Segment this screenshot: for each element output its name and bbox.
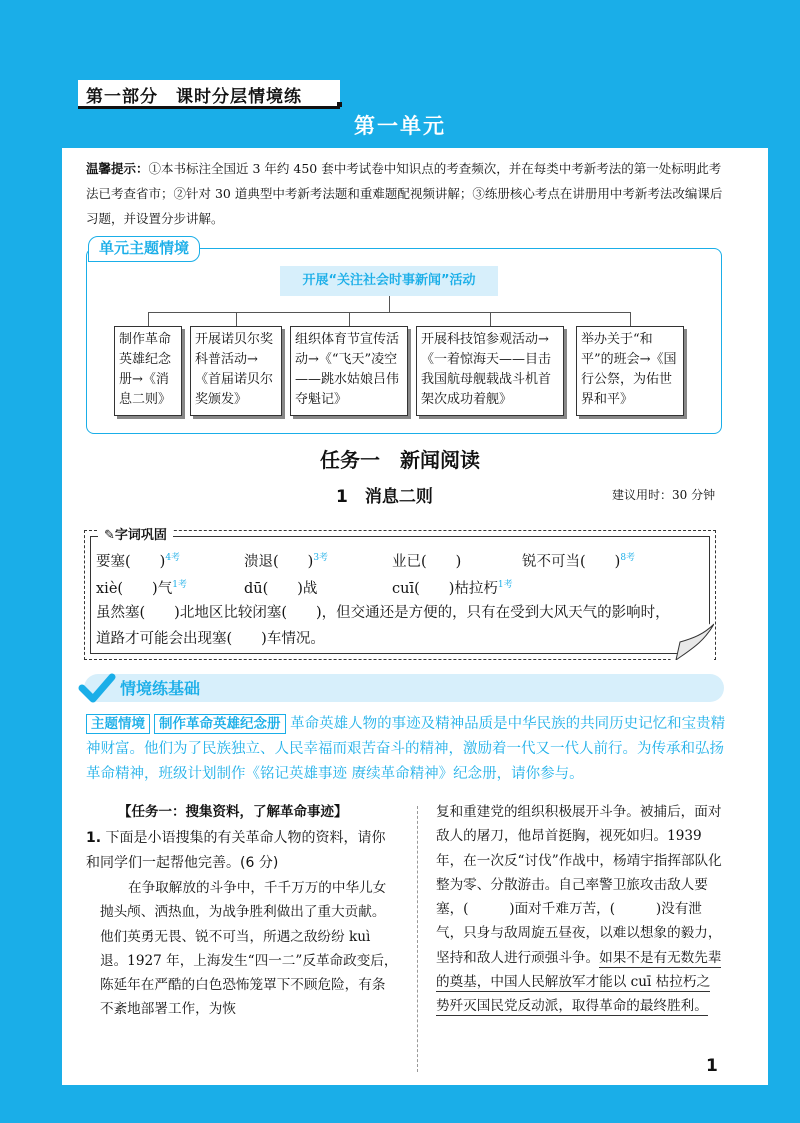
checkmark-icon	[78, 669, 116, 707]
left-blue-band	[0, 0, 62, 1123]
passage-left: 在争取解放的斗争中，千千万万的中华儿女抛头颅、洒热血，为战争胜利做出了重大贡献。他们英勇无畏、锐不可当，所遇之敌纷纷 kuì 退。1927 年，上海发生“四一二”反革命政变后，陈延年在严酷的白色恐怖笼罩下不顾危险，有条不紊地部署工作，为恢	[100, 880, 398, 1018]
activity-card: 开展科技馆参观活动→《一着惊海天——目击我国航母舰载战斗机首架次成功着舰》	[416, 326, 564, 416]
intro-tag: 主题情境	[86, 714, 150, 734]
vocab-item: 溃退( )$^{3考}$	[244, 553, 329, 570]
header-dot	[337, 102, 342, 107]
task-title: 任务一 新闻阅读	[320, 448, 480, 472]
tip-text: ①本书标注全国近 3 年约 450 套中考试卷中知识点的考查频次，并在每类中考新考法的第一处标明此考法已考查省市；②针对 30 道典型中考新考法题和重难题配视频讲解；③练册核心考点在讲册用中考新考法改编课后习题，并设置分步讲解。	[86, 161, 723, 226]
task-subtitle: 【任务一：搜集资料，了解革命事迹】	[118, 804, 348, 820]
tip-label: 温馨提示：	[86, 161, 149, 176]
activity-title: 开展“关注社会时事新闻”活动	[280, 266, 498, 296]
tree-connector	[148, 312, 149, 326]
vocab-item: dū( )战	[244, 580, 318, 597]
page-curl-icon	[670, 620, 714, 660]
tree-connector	[630, 312, 631, 326]
intro-tag: 制作革命英雄纪念册	[154, 714, 286, 734]
vocab-item: 锐不可当( )$^{8考}$	[522, 553, 636, 570]
tree-connector	[349, 312, 350, 326]
question-text: 下面是小语搜集的有关革命人物的资料，请你和同学们一起帮他完善。(6 分)	[86, 830, 386, 871]
unit-title: 第一单元	[354, 114, 446, 138]
activity-card: 举办关于“和平”的班会→《国行公祭，为佑世界和平》	[576, 326, 684, 416]
activity-card: 组织体育节宣传活动→《“飞天”凌空——跳水姑娘吕伟夺魁记》	[290, 326, 408, 416]
section-banner-title: 情境练基础	[120, 679, 201, 698]
section-header	[78, 80, 340, 109]
vocab-sentence: 道路才可能会出现塞( )车情况。	[96, 631, 325, 647]
tree-connector	[236, 312, 237, 326]
suggested-time: 建议用时：30 分钟	[612, 488, 716, 502]
activity-card: 制作革命英雄纪念册→《消息二则》	[114, 326, 182, 416]
intro-paragraph	[86, 712, 726, 787]
vocab-label: ✎字词巩固	[98, 524, 173, 543]
passage-text: 复和重建党的组织积极展开斗争。被捕后，面对敌人的屠刀，他昂首挺胸，视死如归。1939 年，在一次反“讨伐”作战中，杨靖宇指挥部队化整为零、分散游击。自己率警卫旅攻击敌人要塞，( )面对千难万苦，( )没有泄气，只身与敌周旋五昼夜，以难以想象的毅力，坚持和敌人进行顽强斗争。	[436, 804, 722, 966]
page-number: 1	[706, 1056, 718, 1076]
bottom-blue-band	[0, 1085, 800, 1123]
question-number: 1.	[86, 830, 102, 846]
vocab-line	[96, 548, 635, 572]
question-stem	[86, 826, 398, 876]
vocab-item: cuī( )枯拉朽$^{1考}$	[392, 580, 513, 597]
intro-text: 革命英雄人物的事迹及精神品质是中华民族的共同历史记忆和宝贵精神财富。他们为了民族独立、人民幸福而艰苦奋斗的精神，激励着一代又一代人前行。为传承和弘扬革命精神，班级计划制作《铭记英雄事迹 赓续革命精神》纪念册，请你参与。	[86, 716, 726, 782]
vocab-sentence: 虽然塞( )北地区比较闭塞( )，但交通还是方便的，只有在受到大风天气的影响时，	[96, 605, 670, 621]
vocab-item: 要塞( )$^{4考}$	[96, 553, 181, 570]
theme-label: 单元主题情境	[88, 236, 200, 262]
column-divider	[417, 806, 418, 1072]
section-title: 第一部分 课时分层情境练	[86, 87, 302, 107]
tree-connector	[490, 312, 491, 326]
vocab-line	[96, 575, 513, 599]
tree-connector	[389, 296, 390, 312]
vocab-item: 业已( )	[392, 553, 462, 570]
tip-paragraph	[86, 156, 726, 231]
tree-connector	[148, 312, 630, 313]
passage-right	[436, 800, 722, 1019]
activity-card: 开展诺贝尔奖科普活动→《首届诺贝尔奖颁发》	[190, 326, 282, 416]
lesson-title: 1 消息二则	[336, 487, 433, 507]
underlined-sentence: 如果不是有无数先辈的奠基，中国人民解放军才能以 cuī 枯拉朽之势歼灭国民党反动派，取得革命的最终胜利。	[436, 949, 722, 1015]
vocab-item: xiè( )气$^{1考}$	[96, 580, 187, 597]
